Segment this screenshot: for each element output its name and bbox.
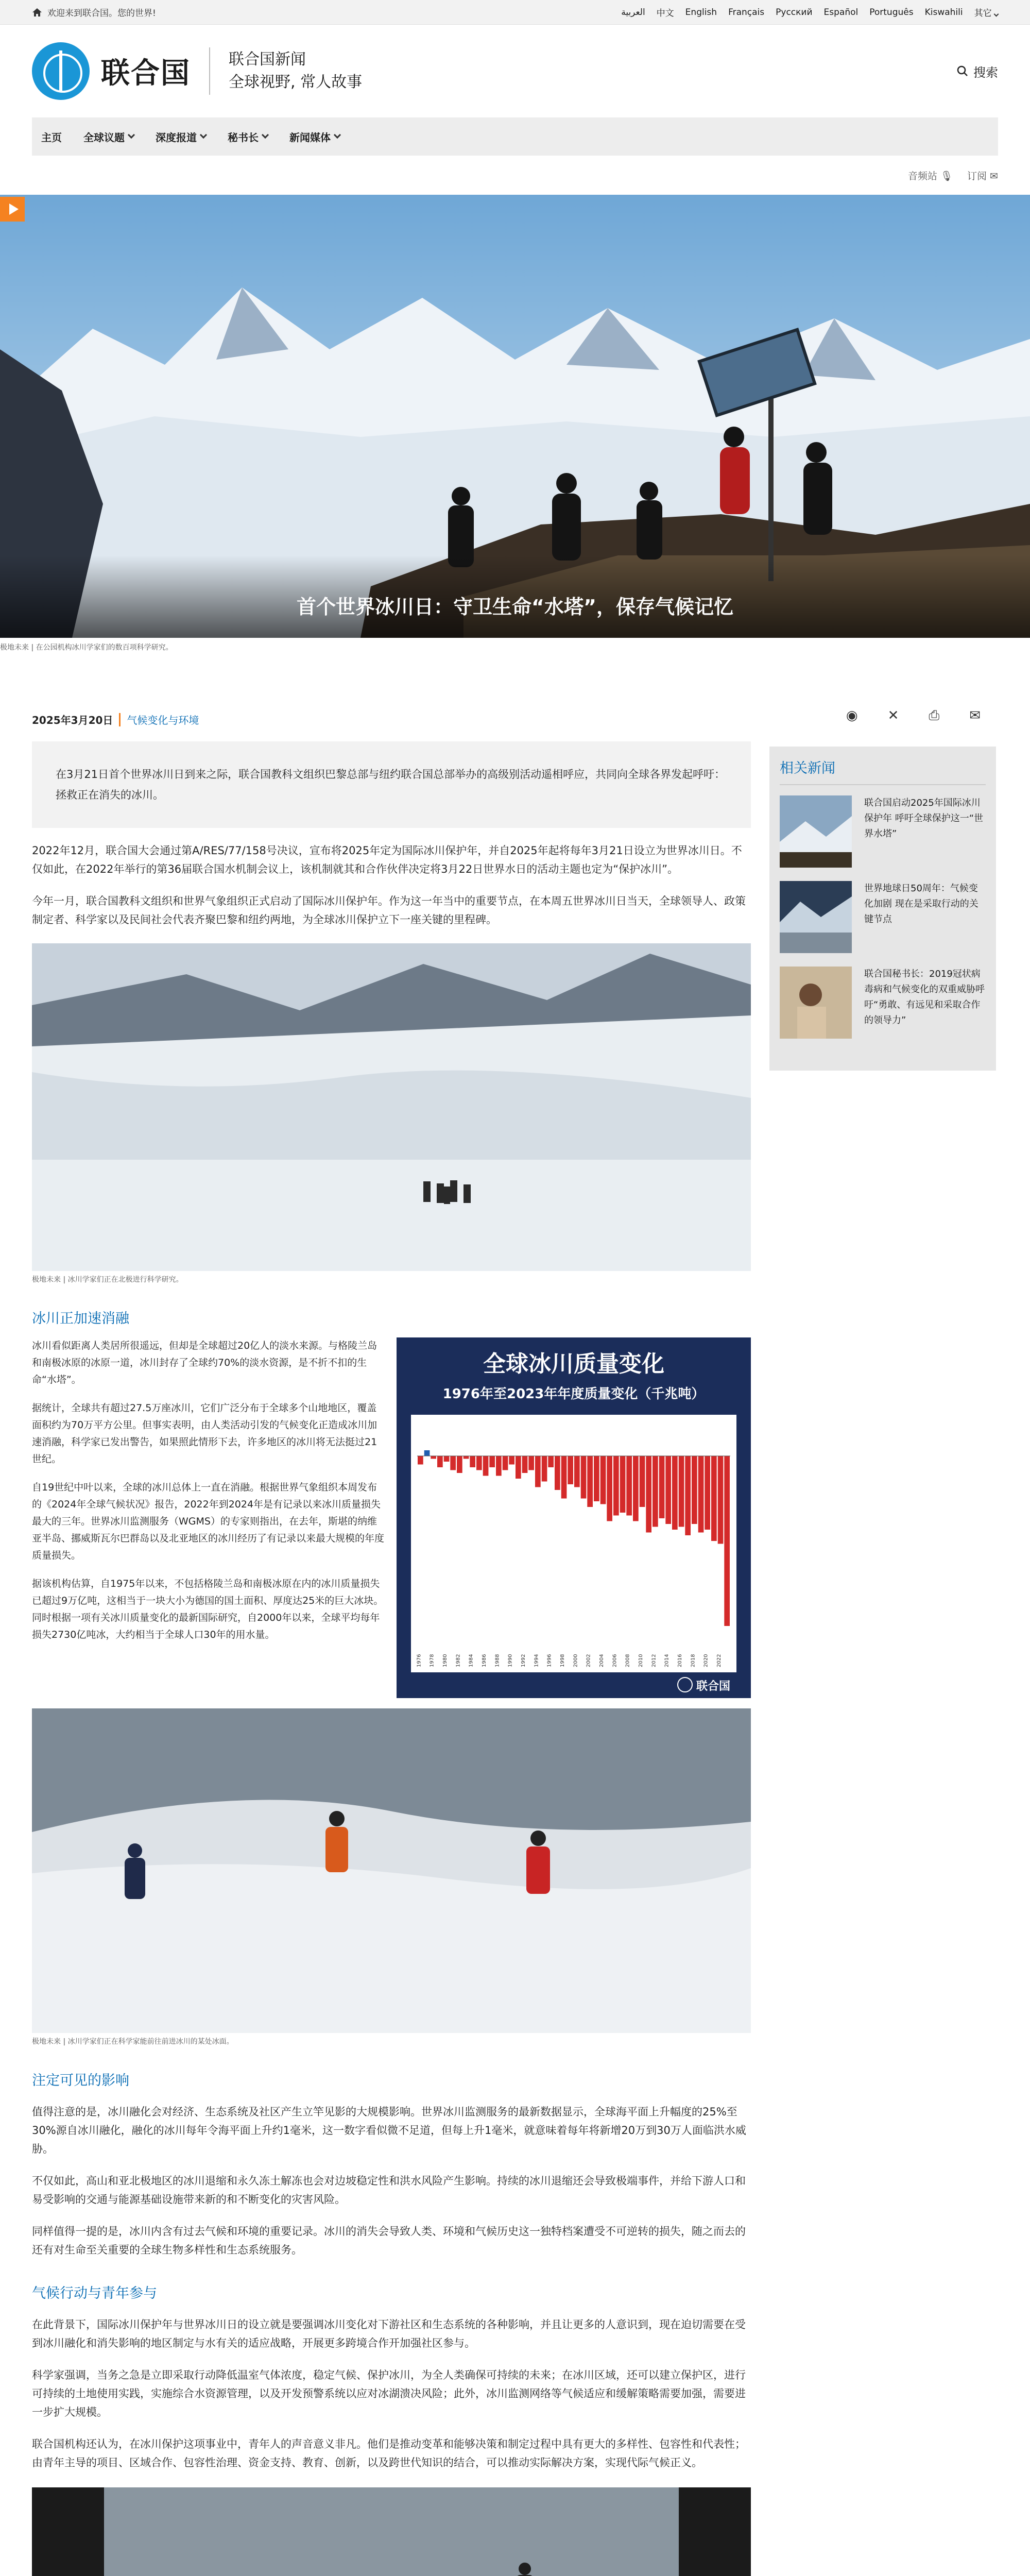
chart-tick-label: 2022 [716,1654,722,1667]
article-paragraph: 2022年12月，联合国大会通过第A/RES/77/158号决议，宣布将2025年定为国际冰川保护年，并自2025年起将每年3月21日设立为世界冰川日。不仅如此，在2022年举行的第36届联合国水机制会议上，该机制就其和合作伙伴决定将3月22日世界水日的活动主题也定为“保护冰川”。 [32,844,742,875]
print-icon[interactable]: ⎙ [929,708,940,723]
chart-bar-1990 [509,1456,514,1465]
article-image-ice-walk [32,1708,751,2033]
lang-zh[interactable]: 中文 [656,8,674,19]
chart-tick-label: 2006 [612,1654,618,1667]
chevron-down-icon [334,131,341,139]
article-paragraph: 据统计，全球共有超过27.5万座冰川，它们广泛分布于全球多个山地地区，覆盖面积约为70万平方公里。但事实表明，由人类活动引发的气候变化正造成冰川加速消融，科学家已发出警告，如果照此情形下去，许多地区的冰川将无法挺过21世纪。 [32,1402,377,1465]
article-main [32,658,751,2576]
nav-in-depth[interactable] [156,129,206,144]
site-title-block [229,48,362,94]
chart-bar-2015 [672,1456,678,1530]
chart-bar-1992 [522,1456,528,1473]
main-nav [32,117,998,156]
section-text [32,1337,384,1698]
site-tagline: 全球视野, 常人故事 [229,73,363,91]
chart-tick-label: 2020 [703,1654,709,1667]
nav-secretary-general[interactable] [228,129,268,144]
article-paragraph: 同样值得一提的是，冰川内含有过去气候和环境的重要记录。冰川的消失会导致人类、环境和气候历史这一独特档案遭受不可逆转的损失，随之而去的还有对生命至关重要的全球生物多样性和生态系统服务。 [32,2225,746,2256]
article-video[interactable] [32,2487,751,2576]
related-title: 相关新闻 [780,757,986,785]
image-caption: 极地未来 | 冰川学家们正在科学家能前往前进冰川的某处冰面。 [32,2038,234,2046]
lang-en[interactable]: English [685,7,717,18]
related-item-title: 世界地球日50周年：气候变化加剧 现在是采取行动的关键节点 [864,883,978,925]
section-heading: 气候行动与青年参与 [32,2285,157,2301]
nav-home-label: 主页 [41,131,62,144]
nav-media[interactable] [289,129,340,144]
chart-bar-2014 [665,1456,671,1524]
article-paragraph: 联合国机构还认为，在冰川保护这项事业中，青年人的声音意义非凡。他们是推动变革和能够决策和制定过程中具有更大的多样性、包容性和代表性；由青年主导的项目、区域合作、包容性治理、资金支持、教育、创新，以及跨世代知识的结合，可以推动实际解决方案，实现代际气候正义。 [32,2438,746,2469]
article-paragraph: 科学家强调，当务之急是立即采取行动降低温室气体浓度，稳定气候、保护冰川，为全人类确保可持续的未来；在冰川区域，还可以建立保护区，进行可持续的土地使用实践，实施综合水资源管理，以及开发预警系统以应对冰湖溃决风险；此外，冰川监测网络等气候适应和缓解策略需要加强，需要进一步扩大规模。 [32,2369,746,2418]
chart-bar-2017 [685,1456,691,1535]
chart-bar-2004 [600,1456,606,1504]
chart-svg [397,1337,751,1698]
glacier-mass-chart [397,1337,751,1698]
chart-tick-label: 1988 [494,1654,501,1667]
chart-subtitle: 1976年至2023年年度质量变化（千兆吨） [442,1386,705,1402]
article-paragraph: 自19世纪中叶以来，全球的冰川总体上一直在消融。根据世界气象组织本周发布的《2024年全球气候状况》报告，2022年到2024年是有记录以来冰川质量损失最大的三年。世界冰川监测服务（WGMS）的专家则指出，在去年，斯堪的纳维亚半岛、挪威斯瓦尔巴群岛以及北亚地区的冰川经历了有记录以来最大规模的年度质量损失。 [32,1482,385,1561]
meta-divider [119,713,121,726]
chart-bar-1976 [418,1456,423,1465]
chart-tick-label: 1996 [546,1654,553,1667]
chart-tick-label: 1980 [442,1654,448,1667]
chart-title: 全球冰川质量变化 [483,1351,664,1377]
weibo-icon[interactable]: ◉ [846,708,858,723]
chart-tick-label: 1990 [507,1654,513,1667]
related-item[interactable] [780,967,986,1039]
chart-tick-label: 2002 [586,1654,592,1667]
lang-ar[interactable]: العربية [621,7,645,18]
chart-bar-1983 [464,1456,469,1459]
article-paragraph: 在此背景下，国际冰川保护年与世界冰川日的设立就是要强调冰川变化对下游社区和生态系统的各种影响，并且让更多的人意识到，现在迫切需要在受到冰川融化和消失影响的地区制定与水有关的适应战略，开展更多跨境合作开加强社区参与。 [32,2318,746,2349]
article-date: 2025年3月20日 [32,714,113,726]
podcast-label: 音频站 [907,170,937,182]
hero-credit: 极地未来 | 在公园机构冰川学家们的数百项科学研究。 [0,643,173,652]
share-bar [769,708,996,724]
chart-bar-2005 [607,1456,612,1521]
x-icon[interactable]: ✕ [887,708,899,723]
chart-bar-1999 [568,1456,573,1484]
search-label: 搜索 [973,65,998,80]
chart-bar-2010 [640,1456,645,1507]
chart-bar-1987 [489,1456,495,1467]
chart-bar-2002 [587,1456,593,1507]
chart-bar-1981 [450,1456,456,1470]
language-switcher [621,6,998,19]
chart-bar-2019 [698,1456,704,1533]
article-summary: 在3月21日首个世界冰川日到来之际，联合国教科文组织巴黎总部与纽约联合国总部举办的高级别活动遥相呼应，共同向全球各界发起呼吁：拯救正在消失的冰川。 [32,741,751,828]
home-link[interactable] [32,6,156,19]
chart-bar-1980 [444,1456,450,1462]
chart-tick-label: 1984 [468,1654,474,1667]
chart-bar-2013 [659,1456,665,1518]
top-utility-bar [0,0,1030,25]
related-item-title: 联合国启动2025年国际冰川保护年 呼吁全球保护这一“世界水塔” [864,798,984,839]
nav-secretary-general-label: 秘书长 [228,131,259,144]
un-emblem-icon[interactable] [32,42,90,100]
chart-bar-1991 [516,1456,521,1479]
lang-es[interactable]: Español [823,7,859,18]
chart-tick-label: 2010 [638,1654,644,1667]
chart-tick-label: 1994 [534,1654,540,1667]
chart-bar-1998 [561,1456,567,1499]
chart-bar-2000 [574,1456,580,1487]
chart-bar-2016 [679,1456,684,1527]
chart-tick-label: 1992 [521,1654,526,1667]
subscribe-link[interactable] [967,168,998,182]
chart-tick-label: 1998 [560,1654,565,1667]
article-paragraph: 不仅如此，高山和亚北极地区的冰川退缩和永久冻土解冻也会对边坡稳定性和洪水风险产生影响。持续的冰川退缩还会导致极端事件，并给下游人口和易受影响的交通与能源基础设施带来新的和不断变化的灾害风险。 [32,2175,746,2206]
lang-fr[interactable]: Français [728,7,765,18]
chart-bar-2008 [626,1456,632,1516]
chart-tick-label: 1976 [416,1654,422,1667]
hero-title: 首个世界冰川日：守卫生命“水塔”，保存气候记忆 [297,596,733,618]
chart-bar-2018 [692,1456,697,1524]
nav-media-label: 新闻媒体 [289,131,331,144]
chart-tick-label: 2016 [677,1654,683,1667]
lang-ru[interactable]: Русский [776,7,813,18]
chart-footer: 联合国 [696,1680,731,1693]
search-icon [957,65,968,77]
chart-bar-2006 [613,1456,619,1516]
chart-bar-2022 [718,1456,724,1544]
chart-bar-2007 [620,1456,626,1513]
article-paragraph: 据该机构估算，自1975年以来，不包括格陵兰岛和南极冰原在内的冰川质量损失已超过9万亿吨，这相当于一块大小为德国的国土面积、厚度达25米的巨大冰块。同时根据一项有关冰川质量变化的最新国际研究，自2000年以来，全球平均每年损失2730亿吨冰，大约相当于全球人口30年的用水量。 [32,1578,384,1640]
chart-bar-2023 [724,1456,730,1626]
chart-bar-1985 [476,1456,482,1470]
subscribe-label: 订阅 [967,170,987,182]
lang-sw[interactable]: Kiswahili [924,7,963,18]
hero-image [0,195,1030,638]
video-play-button[interactable] [0,197,25,222]
chart-bar-1993 [528,1456,534,1470]
email-icon[interactable]: ✉ [969,708,981,723]
chart-bar-1986 [483,1456,489,1476]
chevron-down-icon [200,131,207,139]
hero-caption [0,555,1030,638]
nav-home[interactable] [41,129,62,144]
article-paragraph: 今年一月，联合国教科文组织和世界气象组织正式启动了国际冰川保护年。作为这一年当中的重要节点，在本周五世界冰川日当天，全球领导人、政策制定者、科学家以及民间社会代表齐聚巴黎和纽约两地，为全球冰川保护立下一座关键的里程碑。 [32,895,746,926]
section-heading: 注定可见的影响 [32,2073,129,2089]
tools-bar [0,156,1030,195]
chart-bar-2021 [711,1456,717,1541]
microphone-icon: 🎙 [940,170,953,182]
chart-bar-1995 [542,1456,547,1482]
chart-bar-1989 [503,1456,508,1470]
chart-tick-label: 1986 [482,1654,487,1667]
chart-bar-2020 [705,1456,710,1530]
related-item[interactable] [780,795,986,868]
mail-icon: ✉ [990,170,998,182]
home-icon [32,8,42,17]
site-header [0,25,1030,117]
related-thumbnail [780,795,852,868]
lang-other-label: 其它 [974,8,992,19]
article-paragraph: 值得注意的是，冰川融化会对经济、生态系统及社区产生立竿见影的大规模影响。世界冰川监测服务的最新数据显示，全球海平面上升幅度的25%至30%源自冰川融化，融化的冰川每年令海平面上升约1毫米，这一数字看似微不足道，但每上升1毫米，就意味着每年将新增20万到30万人面临洪水威胁。 [32,2106,746,2155]
chart-tick-label: 2018 [690,1654,696,1667]
nav-global-issues[interactable] [83,129,134,144]
nav-global-issues-label: 全球议题 [83,131,125,144]
podcast-link[interactable] [908,168,953,182]
article-category-link[interactable]: 气候变化与环境 [127,714,199,726]
chart-bar-1984 [470,1456,475,1467]
chart-bar-1996 [548,1456,554,1467]
lang-other[interactable] [974,6,998,19]
image-caption: 极地未来 | 冰川学家们正在北极进行科学研究。 [32,1276,183,1284]
chevron-down-icon [128,131,135,139]
related-item-title: 联合国秘书长：2019冠状病毒病和气候变化的双重威胁呼吁“勇敢、有远见和采取合作的领导力” [864,969,985,1026]
chart-tick-label: 1978 [429,1654,435,1667]
sidebar [769,658,996,2576]
search-button[interactable] [957,62,998,80]
chart-tick-label: 2008 [625,1654,631,1667]
chart-bar-1982 [457,1456,462,1473]
related-item[interactable] [780,881,986,953]
expedition-photo [32,943,751,1271]
chart-bar-1988 [496,1456,502,1476]
header-divider [209,47,210,95]
chart-tick-label: 2004 [599,1654,605,1667]
chart-tick-label: 1982 [455,1654,461,1667]
lang-pt[interactable]: Português [869,7,914,18]
ice-walk-photo [32,1708,751,2033]
org-name[interactable]: 联合国 [101,57,191,90]
nav-in-depth-label: 深度报道 [156,131,197,144]
article-paragraph: 冰川看似距离人类居所很遥远，但却是全球超过20亿人的淡水来源。与格陵兰岛和南极冰原的冰原一道，冰川封存了全球约70%的淡水资源，是不折不扣的生命“水塔”。 [32,1340,377,1385]
related-thumbnail [780,967,852,1039]
related-thumbnail [780,881,852,953]
chart-plot-area [411,1415,736,1672]
chart-bar-1979 [437,1456,443,1467]
chart-tick-label: 2014 [664,1654,670,1667]
chart-bar-2001 [581,1456,587,1499]
chevron-down-icon [994,12,999,17]
chart-bar-1997 [555,1456,560,1490]
chevron-down-icon [262,131,269,139]
chart-bar-2003 [594,1456,599,1501]
welcome-text: 欢迎来到联合国。您的世界! [47,8,156,19]
chart-bar-2012 [653,1456,658,1527]
chart-tick-label: 2012 [651,1654,657,1667]
chart-bar-1977 [424,1450,430,1456]
site-title[interactable]: 联合国新闻 [229,50,306,69]
chart-bar-1978 [431,1456,436,1459]
article-image-expedition [32,943,751,1271]
chart-bar-2011 [646,1456,651,1533]
chart-bar-2009 [633,1456,639,1521]
article-meta [32,712,751,727]
video-thumbnail [32,2487,751,2576]
related-news [769,747,996,1071]
section-heading: 冰川正加速消融 [32,1311,129,1327]
chart-bar-1994 [535,1456,541,1487]
chart-tick-label: 2000 [573,1654,579,1667]
